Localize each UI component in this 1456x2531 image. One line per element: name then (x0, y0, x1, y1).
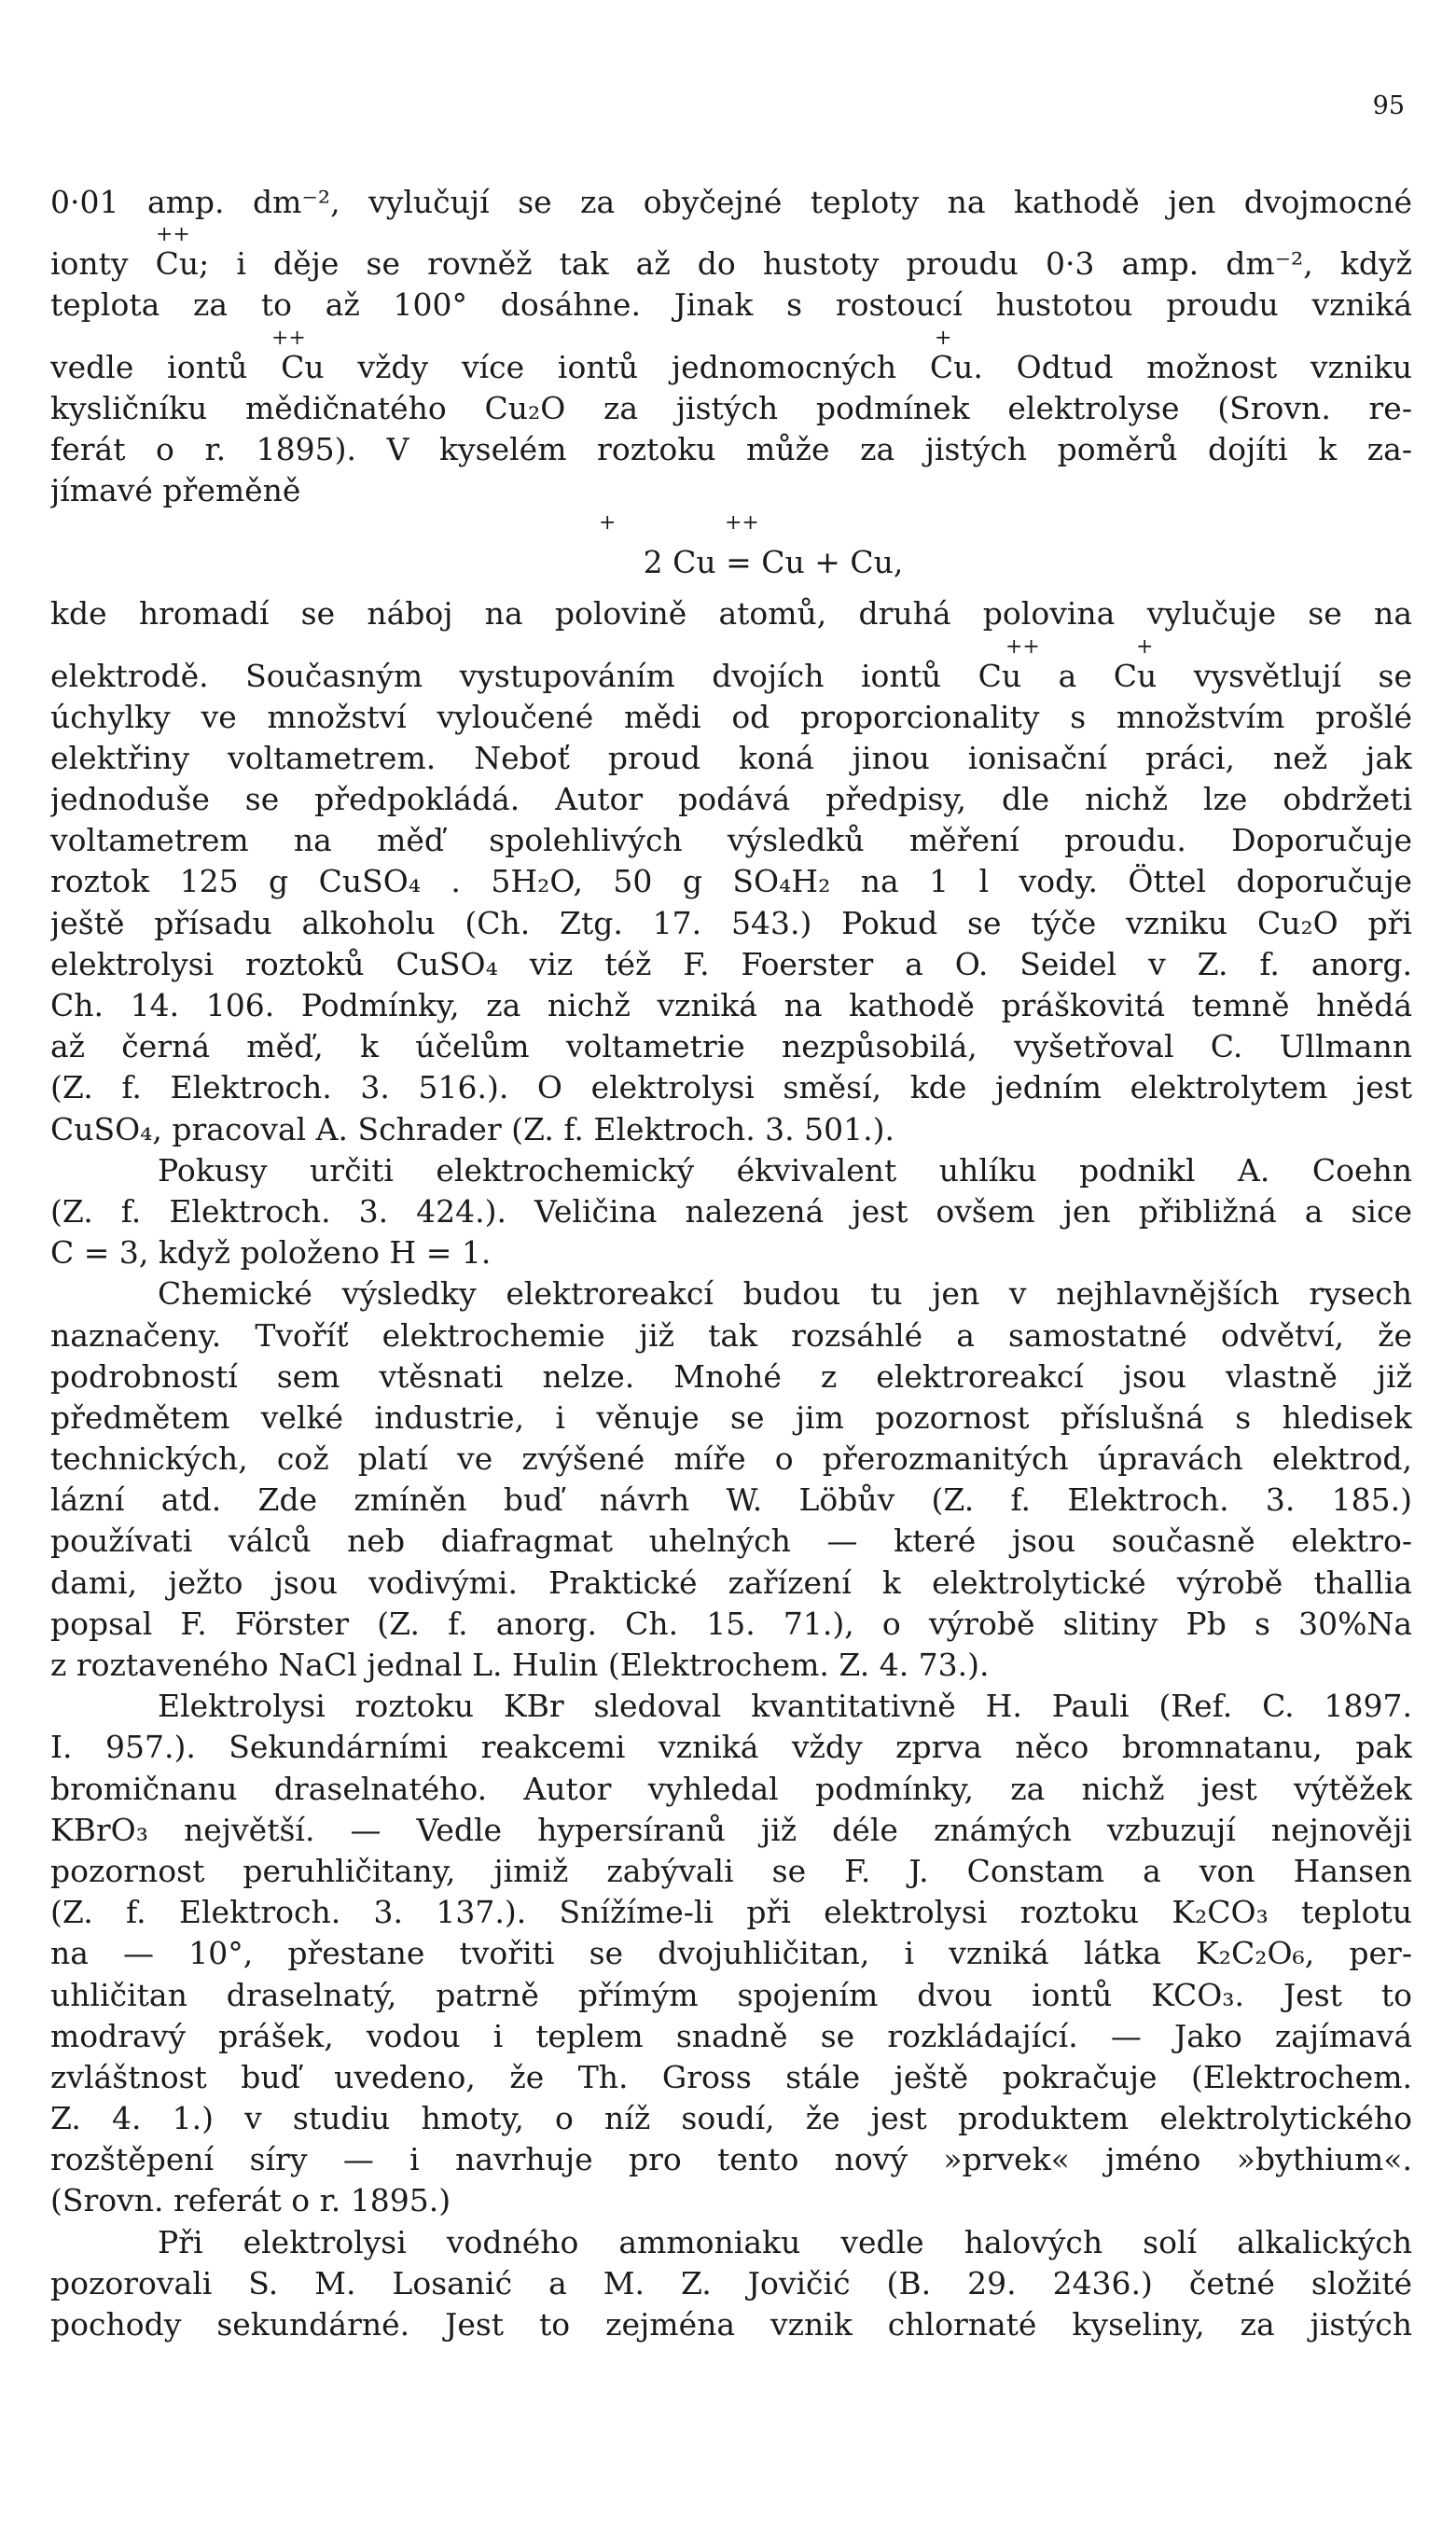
paragraph-start: Pokusy určiti elektrochemický ékvivalent uhlíku podnikl A. Coehn (158, 1151, 1412, 1189)
text-line: ferát o r. 1895). V kyselém roztoku může za jistých poměrů dojíti k za- (50, 430, 1412, 467)
text-line: kysličníku mědičnatého Cu₂O za jistých podmínek elektrolyse (Srovn. re- (50, 389, 1412, 426)
text-line: elektrolysi roztoků CuSO₄ viz též F. Foerster a O. Seidel v Z. f. anorg. (50, 945, 1412, 982)
text-line: naznačeny. Tvoříť elektrochemie již tak rozsáhlé a samostatné odvětví, že (50, 1316, 1412, 1354)
text-line: popsal F. Förster (Z. f. anorg. Ch. 15. 71.), o výrobě slitiny Pb s 30%Na (50, 1605, 1412, 1642)
equation: 2 Cu = Cu + Cu, (643, 544, 904, 581)
ion-charge-row (50, 634, 1412, 659)
text-line: jednoduše se předpokládá. Autor podává předpisy, dle nichž lze obdržeti (50, 781, 1412, 818)
text-line: rozštěpení síry — i navrhuje pro tento nový »prvek« jméno »bythium«. (50, 2141, 1412, 2178)
text-line: úchylky ve množství vyloučené mědi od proporcionality s množstvím prošlé (50, 698, 1412, 735)
ion-charge-row (50, 223, 1412, 247)
ion-charge-mark: ++ (156, 223, 190, 247)
paragraph-start: Chemické výsledky elektroreakcí budou tu jen v nejhlavnějších rysech (158, 1275, 1412, 1313)
text-line: vedle iontů Cu vždy více iontů jednomocných Cu. Odtud možnost vzniku (50, 348, 1412, 385)
text-line: až černá měď, k účelům voltametrie nezpůsobilá, vyšetřoval C. Ullmann (50, 1028, 1412, 1065)
text-line: jímavé přeměně (50, 472, 301, 509)
text-line: na — 10°, přestane tvořiti se dvojuhličitan, i vzniká látka K₂C₂O₆, per- (50, 1935, 1412, 1972)
text-line: pochody sekundárné. Jest to zejména vznik chlornaté kyseliny, za jistých (50, 2306, 1412, 2343)
text-line: pozornost peruhličitany, jimiž zabývali se F. J. Constam a von Hansen (50, 1852, 1412, 1889)
text-line: I. 957.). Sekundárními reakcemi vzniká vždy zprva něco bromnatanu, pak (50, 1729, 1412, 1766)
text-line: CuSO₄, pracoval A. Schrader (Z. f. Elektroch. 3. 501.). (50, 1110, 895, 1147)
text-line: předmětem velké industrie, i věnuje se jim pozornost příslušná s hledisek (50, 1398, 1412, 1436)
text-line: C = 3, když položeno H = 1. (50, 1234, 492, 1272)
text-line: Ch. 14. 106. Podmínky, za nichž vzniká na kathodě práškovitá temně hnědá (50, 987, 1412, 1023)
text-line: z roztaveného NaCl jednal L. Hulin (Elektrochem. Z. 4. 73.). (50, 1647, 990, 1683)
text-line: používati válců neb diafragmat uhelných — které jsou současně elektro- (50, 1523, 1412, 1560)
text-line: (Z. f. Elektroch. 3. 137.). Snížíme-li při elektrolysi roztoku K₂CO₃ teplotu (50, 1894, 1412, 1931)
text-line: (Z. f. Elektroch. 3. 424.). Veličina nalezená jest ovšem jen přibližná a sice (50, 1192, 1412, 1230)
ion-charge-mark: ++ (725, 511, 759, 535)
text-line: (Srovn. referát o r. 1895.) (50, 2182, 451, 2219)
paragraph-start: Elektrolysi roztoku KBr sledoval kvantitativně H. Pauli (Ref. C. 1897. (158, 1688, 1412, 1725)
text-line: ještě přísadu alkoholu (Ch. Ztg. 17. 543.) Pokud se týče vzniku Cu₂O při (50, 904, 1412, 941)
text-line: Z. 4. 1.) v studiu hmoty, o níž soudí, že jest produktem elektrolytického (50, 2100, 1412, 2137)
ion-charge-row (50, 511, 1412, 535)
ion-charge-mark: + (1136, 634, 1154, 659)
ion-charge-row (50, 326, 1412, 350)
text-line: technických, což platí ve zvýšené míře o přerozmanitých úpravách elektrod, (50, 1440, 1412, 1478)
page-number: 95 (1372, 91, 1405, 120)
text-line: podrobností sem vtěsnati nelze. Mnohé z elektroreakcí jsou vlastně již (50, 1357, 1412, 1395)
text-line: elektřiny voltametrem. Neboť proud koná jinou ionisační práci, než jak (50, 739, 1412, 776)
text-line: kde hromadí se náboj na polovině atomů, druhá polovina vylučuje se na (50, 595, 1412, 633)
text-line: modravý prášek, vodou i teplem snadně se rozkládající. — Jako zajímavá (50, 2017, 1412, 2054)
text-line: uhličitan draselnatý, patrně přímým spojením dvou iontů KCO₃. Jest to (50, 1976, 1412, 2013)
text-line: roztok 125 g CuSO₄ . 5H₂O, 50 g SO₄H₂ na 1 l vody. Öttel doporučuje (50, 863, 1412, 900)
text-line: KBrO₃ největší. — Vedle hypersíranů již déle známých vzbuzují nejnověji (50, 1811, 1412, 1848)
text-line: pozorovali S. M. Losanić a M. Z. Jovičić (B. 29. 2436.) četné složité (50, 2264, 1412, 2302)
text-line: elektrodě. Současným vystupováním dvojích iontů Cu a Cu vysvětlují se (50, 657, 1412, 694)
ion-charge-mark: + (599, 511, 617, 535)
ion-charge-mark: + (935, 326, 952, 350)
text-line: (Z. f. Elektroch. 3. 516.). O elektrolysi směsí, kde jedním elektrolytem jest (50, 1069, 1412, 1106)
text-line: teplota za to až 100° dosáhne. Jinak s rostoucí hustotou proudu vzniká (50, 286, 1412, 324)
text-line: 0·01 amp. dm⁻², vylučují se za obyčejné teploty na kathodě jen dvojmocné (50, 184, 1412, 220)
text-line: ionty Cu; i děje se rovněž tak až do hustoty proudu 0·3 amp. dm⁻², když (50, 245, 1412, 283)
text-line: voltametrem na měď spolehlivých výsledků měření proudu. Doporučuje (50, 822, 1412, 859)
text-line: bromičnanu draselnatého. Autor vyhledal podmínky, za nichž jest výtěžek (50, 1770, 1412, 1807)
ion-charge-mark: ++ (1005, 634, 1040, 659)
text-line: lázní atd. Zde zmíněn buď návrh W. Löbův (Z. f. Elektroch. 3. 185.) (50, 1481, 1412, 1519)
paragraph-start: Při elektrolysi vodného ammoniaku vedle halových solí alkalických (158, 2223, 1412, 2260)
text-line: zvláštnost buď uvedeno, že Th. Gross stále ještě pokračuje (Elektrochem. (50, 2058, 1412, 2095)
ion-charge-mark: ++ (271, 326, 306, 350)
page-body (50, 182, 1412, 2345)
text-line: dami, ježto jsou vodivými. Praktické zařízení k elektrolytické výrobě thallia (50, 1564, 1412, 1601)
